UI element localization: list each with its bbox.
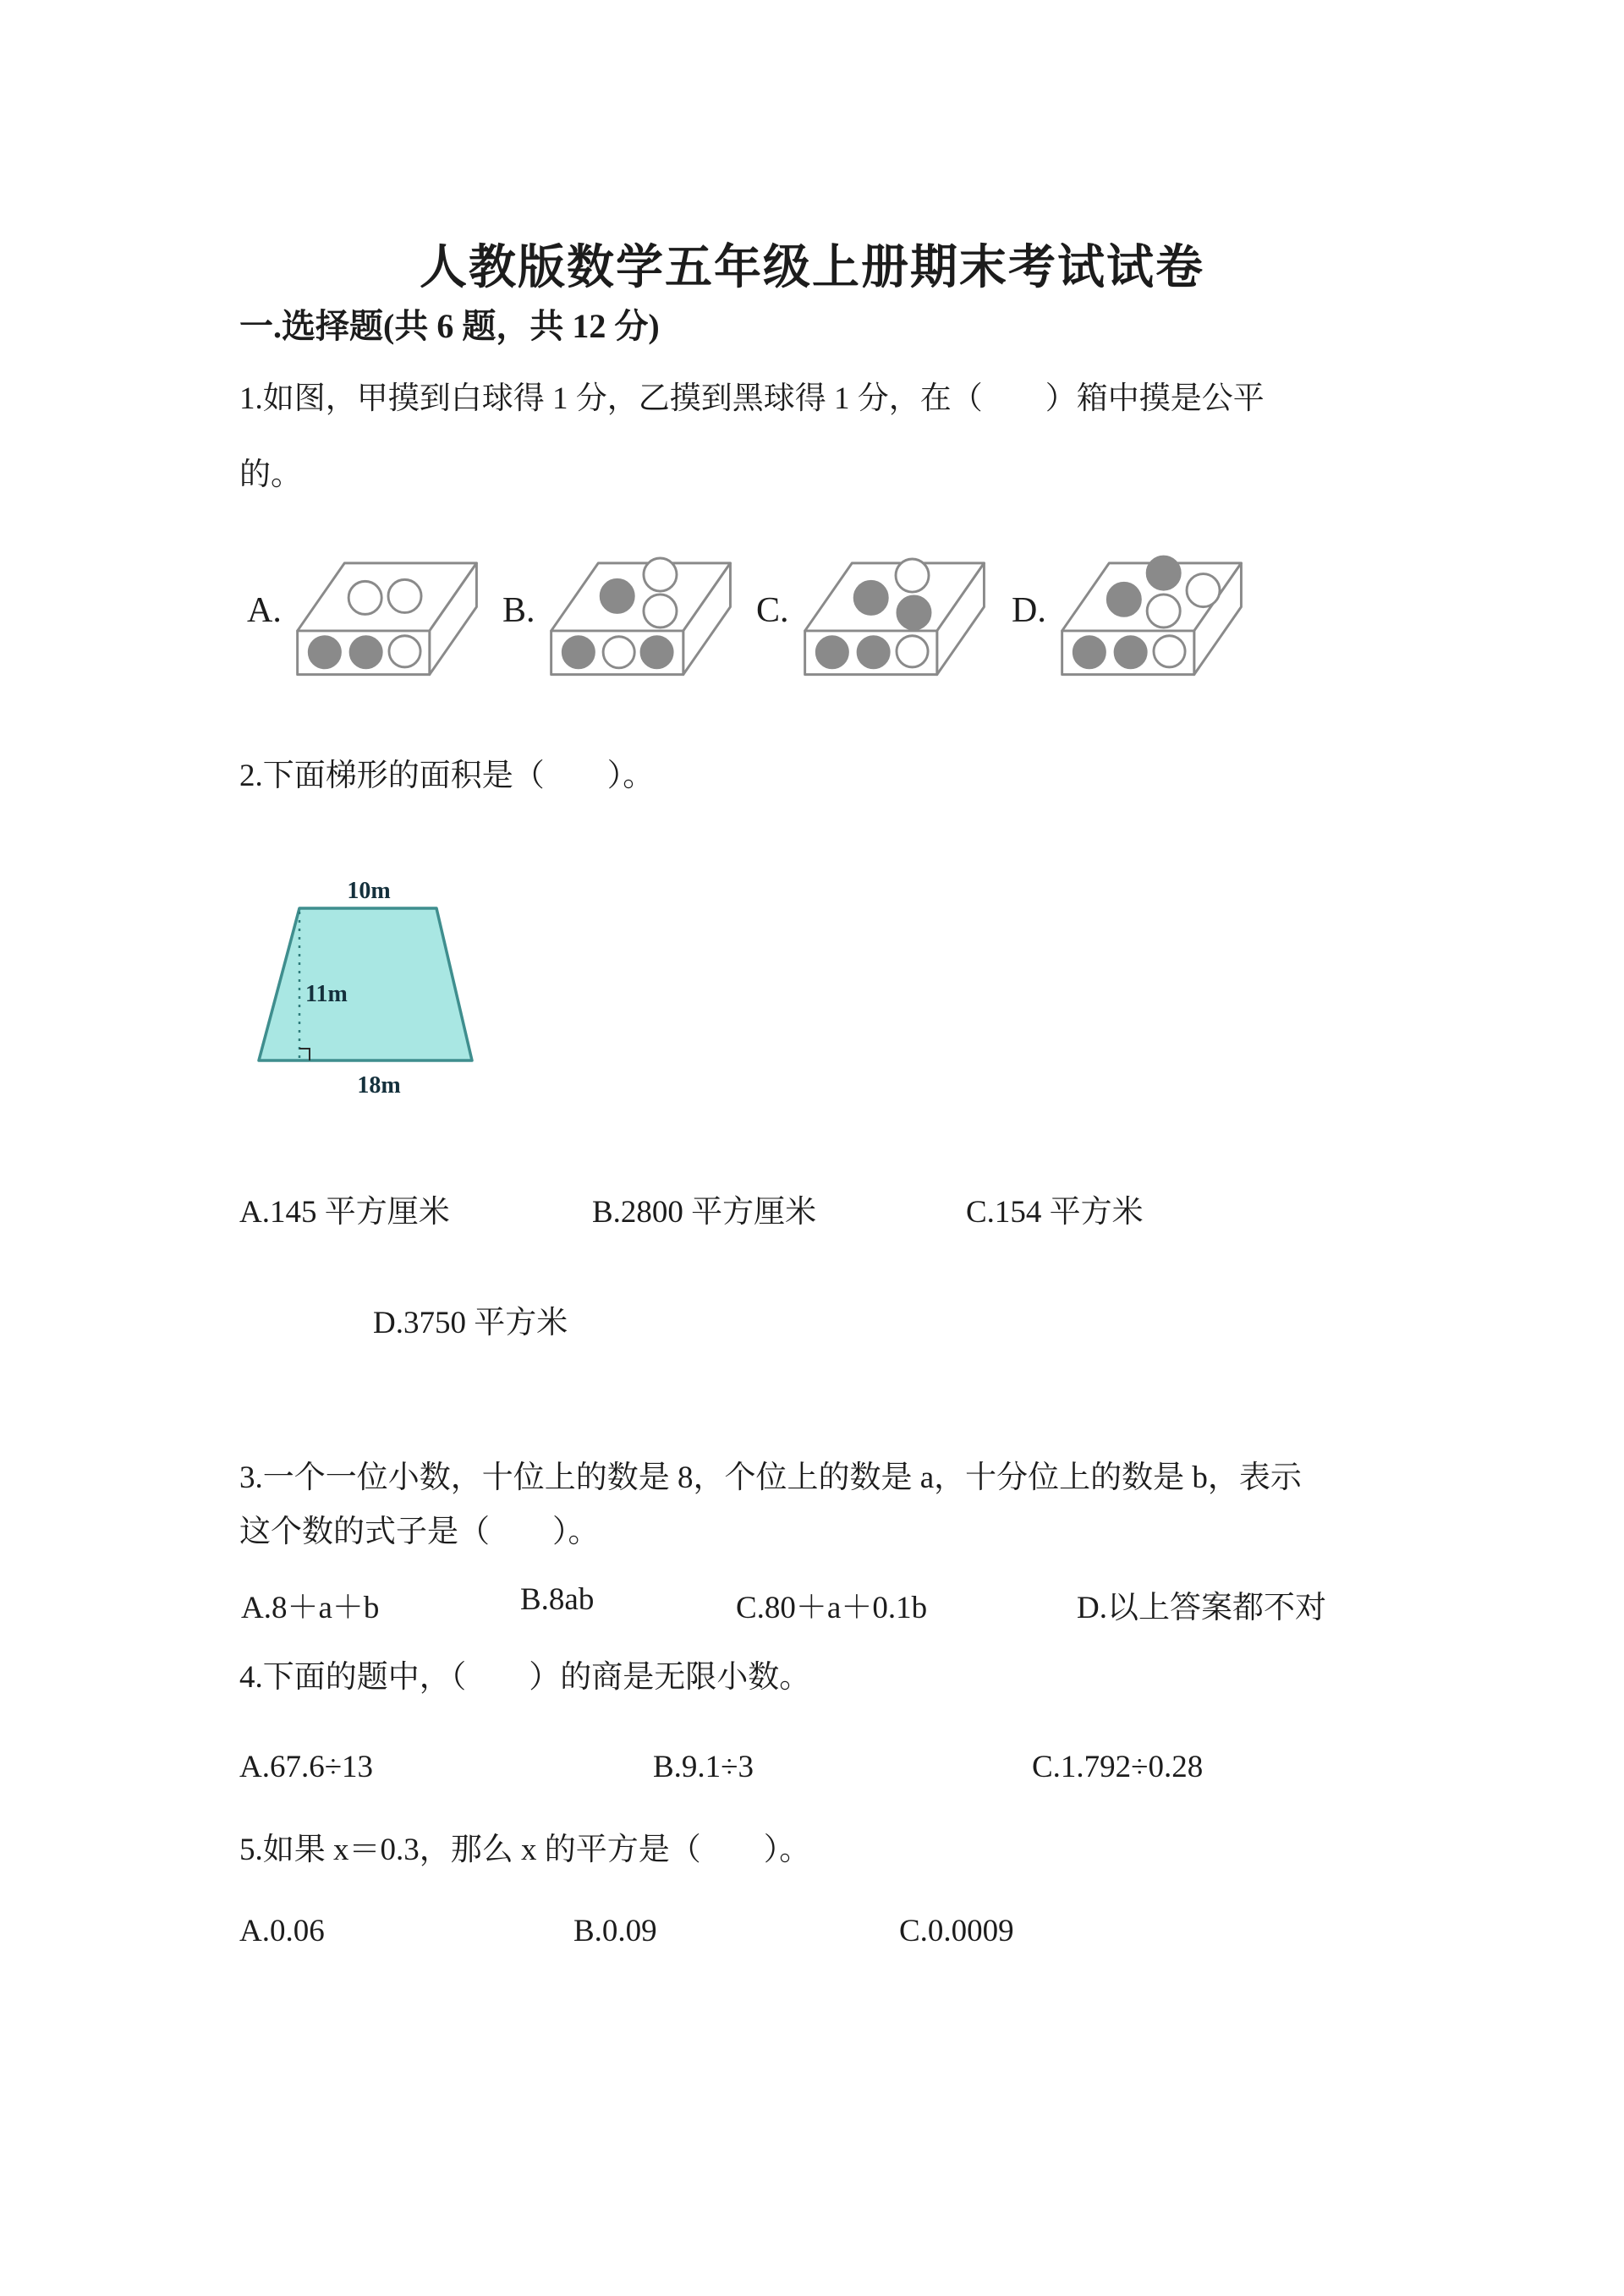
question-4-options-row (0, 1749, 1624, 1791)
question-3-option-b: B.8ab (520, 1582, 595, 1617)
ball-box-option-a (247, 538, 491, 683)
ball-box-figure-c (793, 538, 999, 683)
question-3-text-line-1: 3.一个一位小数，十位上的数是 8，个位上的数是 a，十分位上的数是 b，表示 (239, 1460, 1302, 1495)
ball-box-option-b (502, 538, 745, 683)
trapezoid-figure (233, 856, 504, 1110)
question-2-options-row (0, 1186, 1624, 1228)
question-4-option-b: B.9.1÷3 (653, 1750, 754, 1784)
ball-box-figure-d (1050, 538, 1256, 683)
question-1-text-line-1: 1.如图，甲摸到白球得 1 分，乙摸到黑球得 1 分，在（ ）箱中摸是公平 (239, 381, 1265, 416)
question-2-option-a: A.145 平方厘米 (239, 1195, 450, 1230)
question-3-option-c: C.80＋a＋0.1b (736, 1591, 928, 1625)
ball-box-option-c (756, 538, 999, 683)
question-2-option-b: B.2800 平方厘米 (592, 1195, 817, 1230)
question-3-option-d: D.以上答案都不对 (1077, 1591, 1326, 1625)
question-5-option-a: A.0.06 (239, 1914, 325, 1948)
question-2-text: 2.下面梯形的面积是（ ）。 (239, 759, 655, 793)
question-3-options-row (0, 1581, 1624, 1624)
question-5-option-b: B.0.09 (573, 1914, 657, 1948)
ball-box-option-d (1012, 538, 1256, 683)
section-header: 一.选择题(共 6 题，共 12 分) (239, 307, 660, 345)
ball-box-figure-b (539, 538, 745, 683)
question-2-option-c: C.154 平方米 (966, 1195, 1144, 1230)
trapezoid-top-dimension: 10m (347, 878, 391, 904)
question-5-options-row (0, 1913, 1624, 1955)
question-1-figure (0, 538, 1624, 703)
question-3-text-line-2: 这个数的式子是（ ）。 (239, 1515, 600, 1549)
page-title: 人教版数学五年级上册期末考试试卷 (420, 241, 1204, 294)
trapezoid-bottom-dimension: 18m (357, 1072, 401, 1099)
box-label-a: A. (247, 591, 282, 630)
question-5-option-c: C.0.0009 (899, 1914, 1014, 1948)
question-3-option-a: A.8＋a＋b (241, 1591, 380, 1625)
question-4-option-a: A.67.6÷13 (239, 1750, 374, 1784)
box-label-b: B. (502, 591, 535, 630)
box-label-c: C. (756, 591, 789, 630)
question-4-option-c: C.1.792÷0.28 (1032, 1750, 1204, 1784)
ball-box-figure-a (285, 538, 491, 683)
question-4-text: 4.下面的题中，（ ）的商是无限小数。 (239, 1660, 811, 1695)
question-5-text: 5.如果 x＝0.3，那么 x 的平方是（ ）。 (239, 1833, 811, 1867)
question-1-text-line-2: 的。 (239, 458, 302, 492)
box-label-d: D. (1012, 591, 1046, 630)
question-2-option-d: D.3750 平方米 (373, 1306, 568, 1340)
trapezoid-height-dimension: 11m (305, 981, 348, 1007)
question-2-figure (233, 856, 504, 1110)
